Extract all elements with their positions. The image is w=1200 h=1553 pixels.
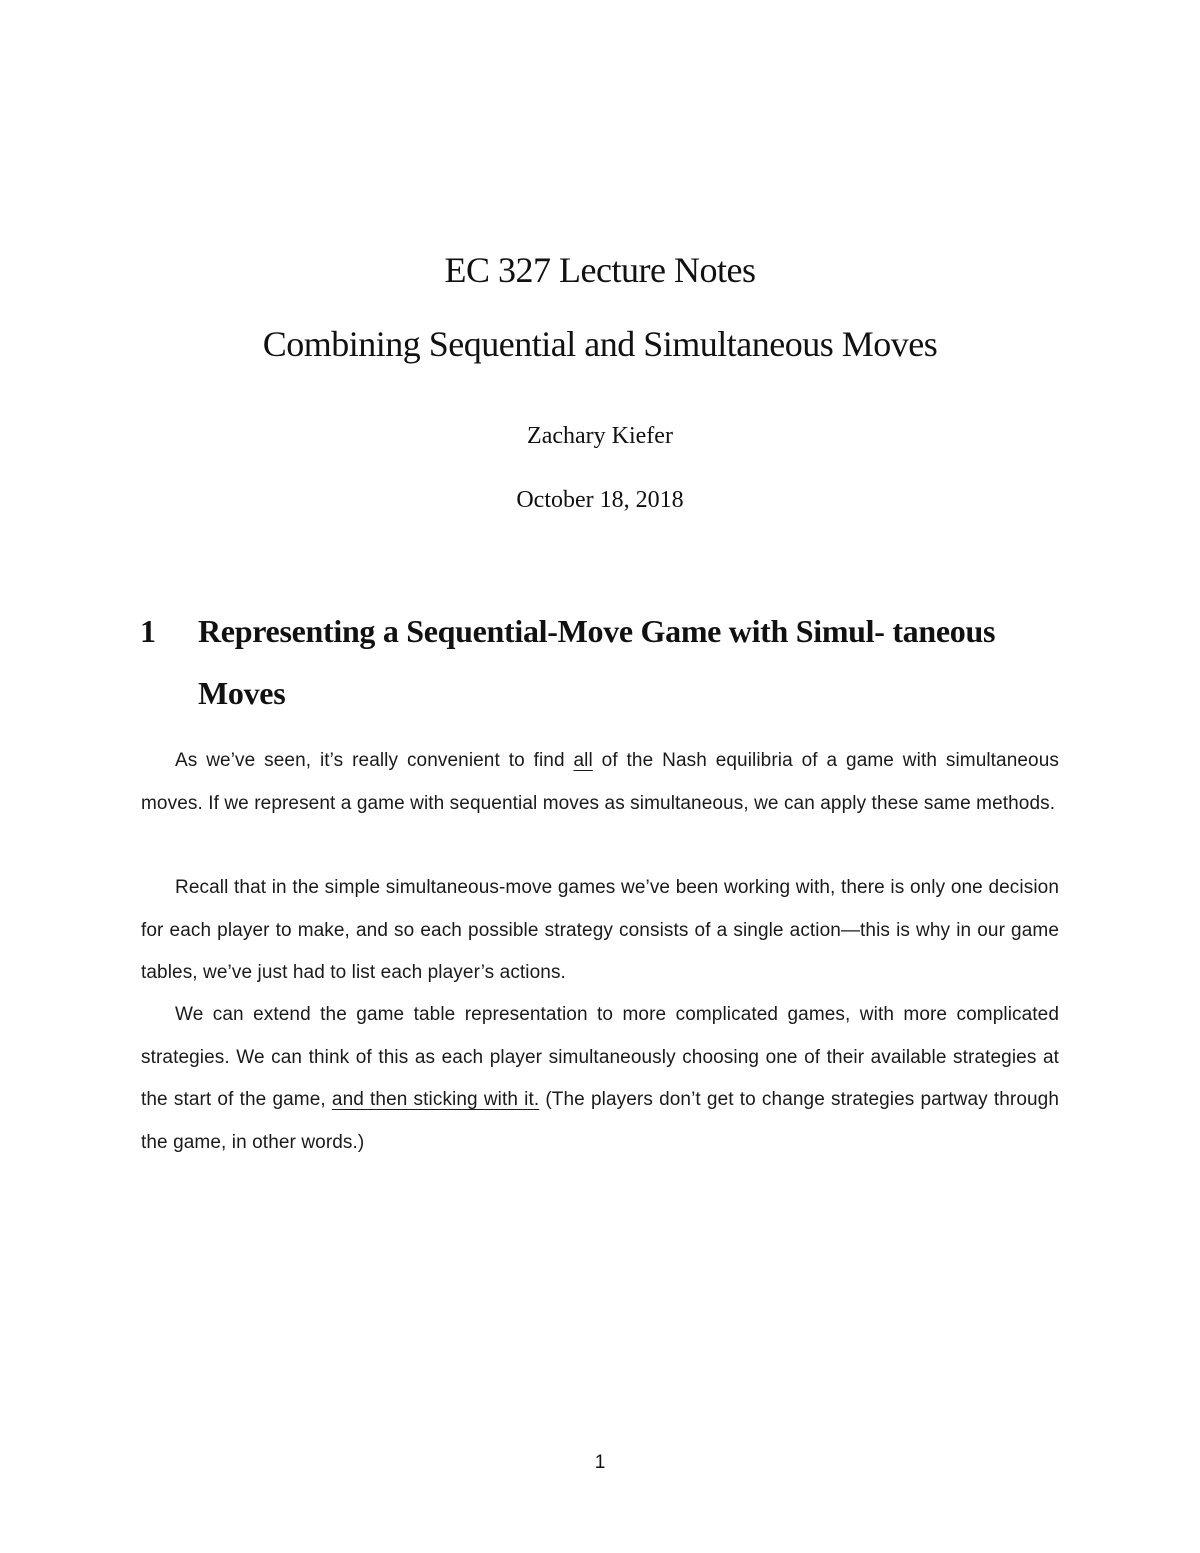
- document-subtitle: Combining Sequential and Simultaneous Moves: [262, 324, 938, 364]
- paragraph-3: [141, 994, 1059, 1164]
- document-author: Zachary Kiefer: [527, 423, 673, 449]
- paragraph-3-text-after: (The players don’t get to change strategies partway through the game, in other words.): [141, 1089, 1059, 1153]
- paragraph-3-text-before: We can extend the game table representation to more complicated games, with more complicated strategies. We can think of this as each player simultaneously choosing one of their available strategies at the start of the game,: [141, 1004, 1059, 1110]
- underlined-emphasis-sticking: and then sticking with it.: [331, 1089, 540, 1110]
- paragraph-1: [141, 740, 1059, 825]
- document-date: October 18, 2018: [516, 487, 684, 513]
- paragraph-1-text-before: As we’ve seen, it’s really convenient to find: [175, 750, 574, 771]
- section-heading: [140, 600, 1080, 724]
- underlined-emphasis-all: all: [573, 750, 593, 771]
- paragraph-2: Recall that in the simple simultaneous-move games we’ve been working with, there is only one decision for each player to make, and so each possible strategy consists of a single action—this is why in our game tables, we’ve just had to list each player’s actions.: [141, 877, 1059, 983]
- section-title: Representing a Sequential-Move Game with Simul- taneous Moves: [198, 613, 996, 711]
- document-title: EC 327 Lecture Notes: [444, 250, 756, 290]
- page-number: 1: [594, 1452, 606, 1473]
- section-number: 1: [140, 613, 156, 649]
- paragraph-1-text-after: of the Nash equilibria of a game with simultaneous moves. If we represent a game with sequential moves as simultaneous, we can apply these same methods.: [141, 750, 1059, 814]
